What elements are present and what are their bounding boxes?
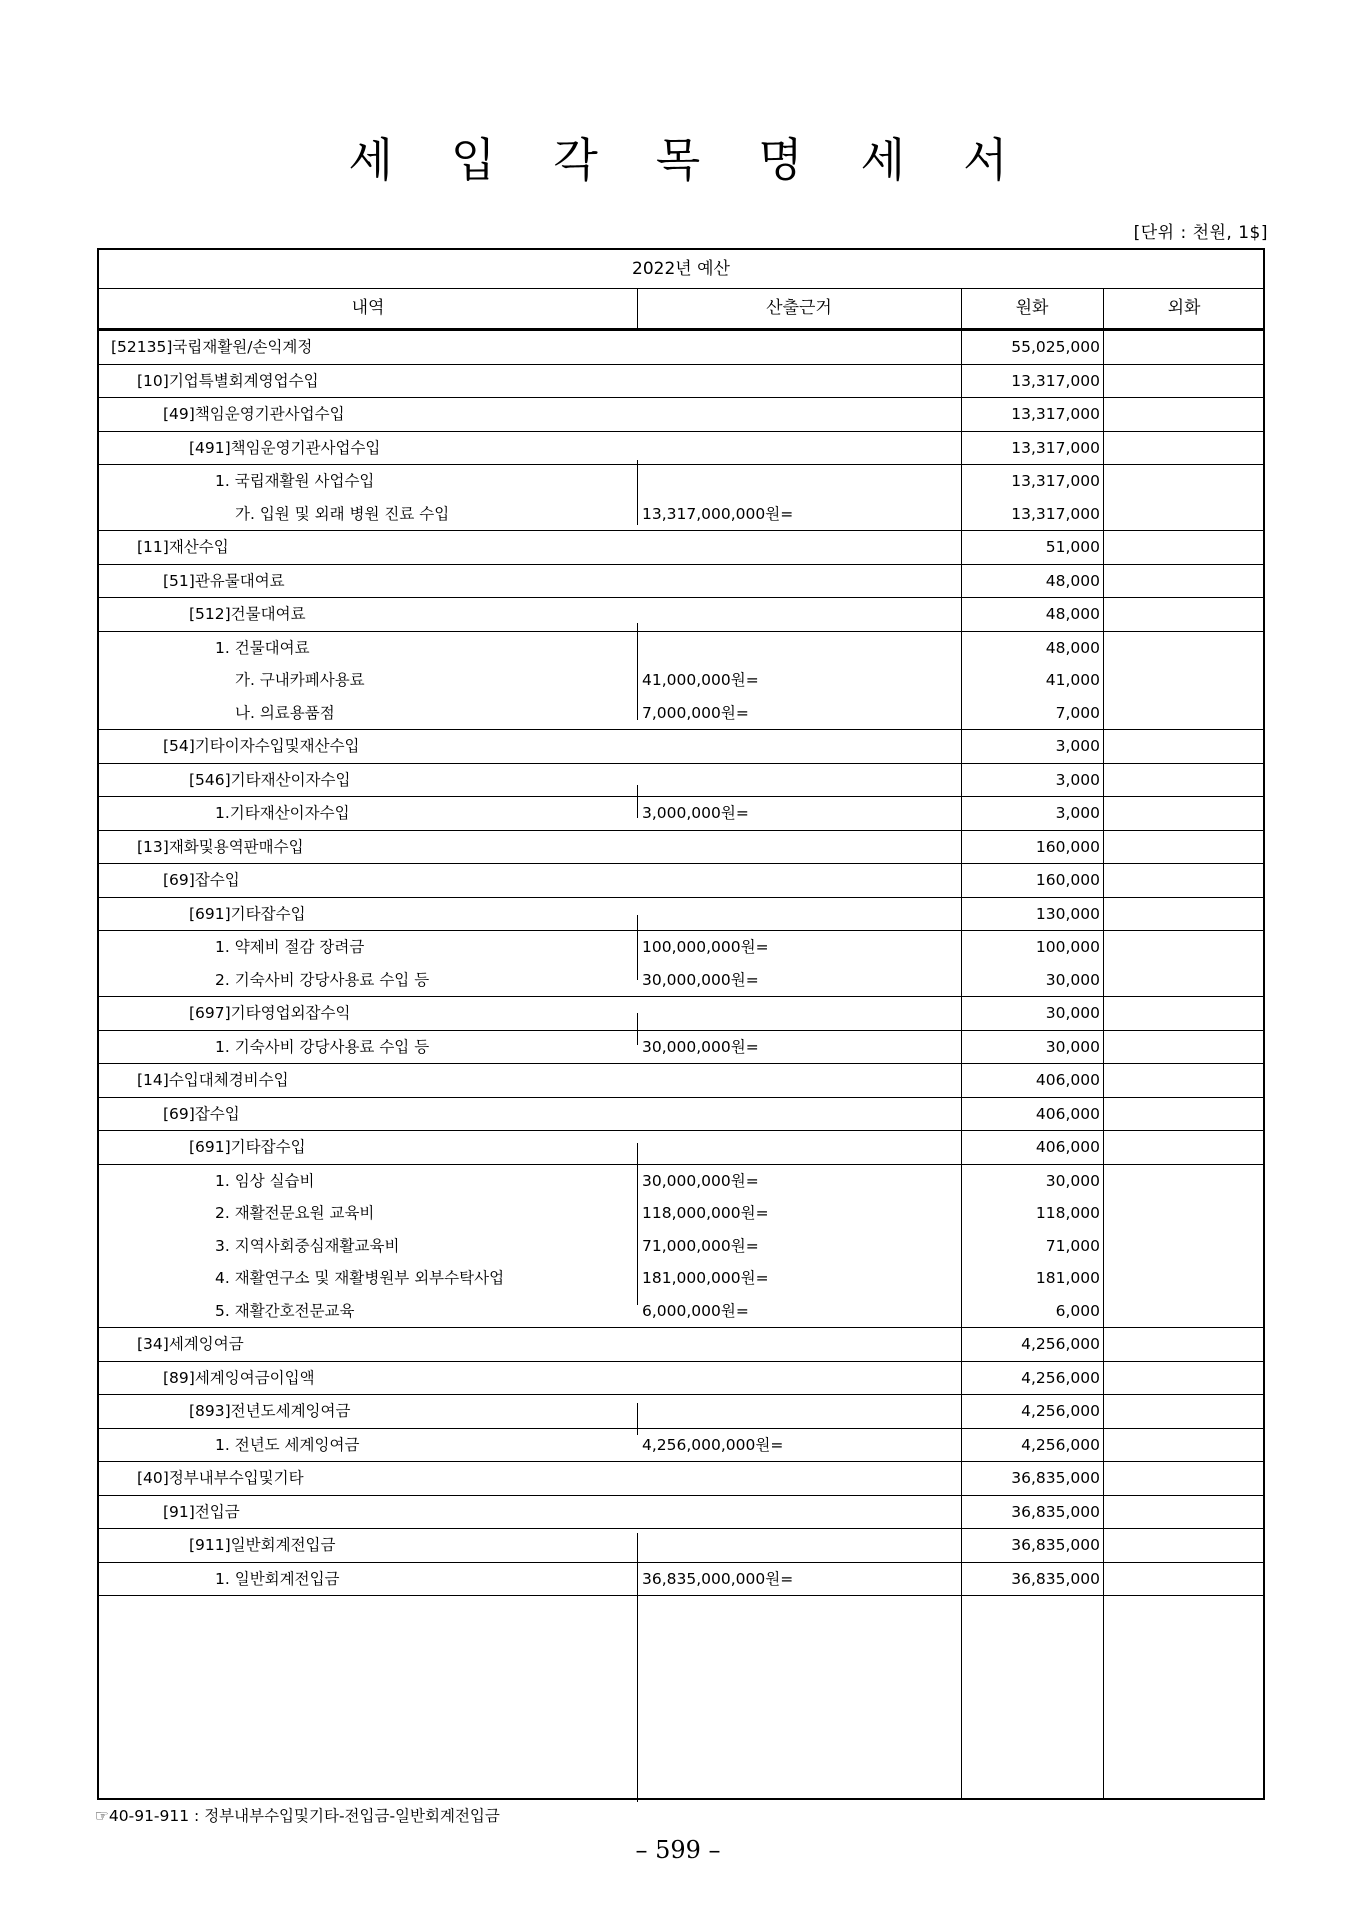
span-mask (636, 1131, 639, 1164)
row-detail: 1. 약제비 절감 장려금 (215, 938, 365, 956)
row-detail: [691]기타잡수입 (189, 1138, 306, 1156)
row-krw-amount: 4,256,000 (1021, 1368, 1100, 1387)
span-mask (636, 565, 639, 598)
row-basis: 41,000,000원= (642, 671, 759, 689)
table-row (99, 796, 1263, 830)
row-krw-amount: 181,000 (1035, 1269, 1100, 1287)
row-krw-amount: 36,835,000 (1011, 1502, 1100, 1521)
table-row (99, 697, 1263, 730)
row-basis: 13,317,000,000원= (642, 504, 794, 523)
footnote: ☞40-91-911 : 정부내부수입및기타-전입금-일반회계전입금 (95, 1807, 500, 1825)
table-row (99, 763, 1263, 797)
table-row (99, 729, 1263, 763)
table-row (99, 1562, 1263, 1596)
row-basis: 4,256,000,000원= (642, 1435, 784, 1454)
span-mask (636, 864, 639, 897)
span-mask (636, 1462, 639, 1495)
row-detail: 1. 건물대여료 (215, 638, 310, 657)
row-detail: [14]수입대체경비수입 (137, 1071, 289, 1089)
row-krw-amount: 6,000 (1055, 1301, 1100, 1320)
page-title: 세입각목명세서 (348, 133, 1066, 187)
row-basis: 3,000,000원= (642, 804, 749, 822)
table-body (99, 330, 1263, 1596)
row-detail: 1.기타재산이자수입 (215, 804, 350, 822)
row-krw-amount: 13,317,000 (1011, 371, 1100, 390)
row-krw-amount: 4,256,000 (1021, 1402, 1100, 1420)
table-row (99, 1197, 1263, 1230)
row-detail: 1. 국립재활원 사업수입 (215, 472, 375, 490)
row-krw-amount: 51,000 (1045, 538, 1100, 556)
column-header-detail: 내역 (351, 298, 385, 318)
row-krw-amount: 406,000 (1035, 1104, 1100, 1123)
table-row (99, 830, 1263, 864)
row-detail: [49]책임운영기관사업수입 (163, 405, 345, 423)
row-detail: 가. 구내카페사용료 (235, 671, 365, 689)
row-detail: [893]전년도세계잉여금 (189, 1402, 351, 1420)
row-detail: [54]기타이자수입및재산수입 (163, 737, 360, 755)
row-detail: 5. 재활간호전문교육 (215, 1301, 355, 1320)
row-detail: [34]세계잉여금 (137, 1335, 244, 1353)
row-detail: 2. 기숙사비 강당사용료 수입 등 (215, 970, 430, 989)
span-mask (636, 831, 639, 864)
row-detail: 2. 재활전문요원 교육비 (215, 1204, 375, 1222)
table-row (99, 930, 1263, 964)
span-mask (636, 432, 639, 465)
row-basis: 100,000,000원= (642, 938, 769, 956)
row-krw-amount: 4,256,000 (1021, 1435, 1100, 1454)
row-krw-amount: 118,000 (1035, 1204, 1100, 1222)
row-krw-amount: 36,835,000 (1011, 1536, 1100, 1554)
row-detail: [911]일반회계전입금 (189, 1536, 336, 1554)
table-row (99, 397, 1263, 431)
budget-table (97, 248, 1265, 1800)
row-krw-amount: 30,000 (1045, 1004, 1100, 1022)
row-detail: [51]관유물대여료 (163, 571, 285, 590)
column-header-krw: 원화 (1015, 298, 1049, 318)
span-mask (636, 1395, 639, 1428)
span-mask (636, 1064, 639, 1097)
row-detail: [69]잡수입 (163, 871, 240, 889)
row-basis: 181,000,000원= (642, 1269, 769, 1287)
table-row (99, 1230, 1263, 1263)
span-mask (636, 997, 639, 1030)
row-krw-amount: 30,000 (1045, 970, 1100, 989)
row-krw-amount: 30,000 (1045, 1171, 1100, 1190)
row-krw-amount: 71,000 (1045, 1236, 1100, 1255)
row-basis: 6,000,000원= (642, 1301, 749, 1320)
row-krw-amount: 160,000 (1035, 837, 1100, 856)
row-krw-amount: 406,000 (1035, 1138, 1100, 1156)
row-basis: 7,000,000원= (642, 703, 749, 722)
table-row (99, 1097, 1263, 1131)
table-row (99, 1528, 1263, 1562)
row-detail: [697]기타영업외잡수익 (189, 1004, 351, 1022)
unit-label: [단위 : 천원, 1$] (1133, 223, 1268, 243)
row-detail: [546]기타재산이자수입 (189, 770, 351, 789)
row-detail: [512]건물대여료 (189, 605, 306, 623)
table-row (99, 1361, 1263, 1395)
row-detail: [69]잡수입 (163, 1104, 240, 1123)
row-krw-amount: 13,317,000 (1011, 405, 1100, 423)
span-mask (636, 598, 639, 631)
row-krw-amount: 13,317,000 (1011, 504, 1100, 523)
span-mask (636, 398, 639, 431)
span-mask (636, 531, 639, 564)
table-row (99, 1428, 1263, 1462)
row-detail: 가. 입원 및 외래 병원 진료 수입 (235, 504, 450, 523)
row-basis: 118,000,000원= (642, 1204, 769, 1222)
row-detail: 1. 일반회계전입금 (215, 1569, 340, 1588)
column-header-row (99, 288, 1263, 330)
row-basis: 30,000,000원= (642, 970, 759, 989)
row-krw-amount: 36,835,000 (1011, 1569, 1100, 1588)
span-mask (636, 1496, 639, 1529)
span-mask (636, 1362, 639, 1395)
row-basis: 30,000,000원= (642, 1037, 759, 1056)
table-row (99, 431, 1263, 465)
row-detail: [691]기타잡수입 (189, 904, 306, 923)
table-row (99, 1394, 1263, 1428)
column-header-basis: 산출근거 (766, 298, 832, 318)
row-krw-amount: 13,317,000 (1011, 472, 1100, 490)
span-mask (636, 898, 639, 931)
row-detail: [40]정부내부수입및기타 (137, 1469, 304, 1487)
row-detail: 1. 전년도 세계잉여금 (215, 1435, 360, 1454)
table-row (99, 1164, 1263, 1198)
table-row (99, 897, 1263, 931)
row-basis: 36,835,000,000원= (642, 1569, 794, 1588)
row-detail: [89]세계잉여금이입액 (163, 1368, 315, 1387)
table-row (99, 863, 1263, 897)
page-number: – 599 – (635, 1836, 721, 1864)
table-row (99, 597, 1263, 631)
table-row (99, 464, 1263, 498)
row-krw-amount: 7,000 (1055, 703, 1100, 722)
table-row (99, 631, 1263, 665)
row-detail: [52135]국립재활원/손익계정 (111, 338, 313, 356)
row-basis: 30,000,000원= (642, 1171, 759, 1190)
span-mask (636, 1098, 639, 1131)
row-detail: 1. 기숙사비 강당사용료 수입 등 (215, 1037, 430, 1056)
row-krw-amount: 13,317,000 (1011, 438, 1100, 457)
row-krw-amount: 406,000 (1035, 1071, 1100, 1089)
row-krw-amount: 160,000 (1035, 871, 1100, 889)
span-mask (636, 331, 639, 364)
table-row (99, 498, 1263, 531)
table-row (99, 564, 1263, 598)
span-mask (636, 764, 639, 797)
row-detail: [13]재화및용역판매수입 (137, 837, 304, 856)
year-header: 2022년 예산 (99, 250, 1263, 289)
table-row (99, 964, 1263, 997)
table-row (99, 1327, 1263, 1361)
table-row (99, 996, 1263, 1030)
span-mask (636, 1529, 639, 1562)
row-krw-amount: 3,000 (1055, 737, 1100, 755)
row-krw-amount: 48,000 (1045, 605, 1100, 623)
table-row (99, 1130, 1263, 1164)
table-row (99, 1461, 1263, 1495)
row-detail: 나. 의료용품점 (235, 703, 335, 722)
span-mask (636, 1328, 639, 1361)
row-krw-amount: 55,025,000 (1011, 338, 1100, 356)
table-row (99, 364, 1263, 398)
table-row (99, 1295, 1263, 1328)
row-krw-amount: 48,000 (1045, 638, 1100, 657)
span-mask (636, 365, 639, 398)
table-row (99, 530, 1263, 564)
row-krw-amount: 36,835,000 (1011, 1469, 1100, 1487)
row-krw-amount: 130,000 (1035, 904, 1100, 923)
span-mask (636, 730, 639, 763)
row-krw-amount: 100,000 (1035, 938, 1100, 956)
row-detail: 1. 임상 실습비 (215, 1171, 315, 1190)
row-detail: [491]책임운영기관사업수입 (189, 438, 381, 457)
row-detail: [11]재산수입 (137, 538, 229, 556)
row-detail: [91]전입금 (163, 1502, 240, 1521)
row-basis: 71,000,000원= (642, 1236, 759, 1255)
row-krw-amount: 41,000 (1045, 671, 1100, 689)
table-row (99, 1030, 1263, 1064)
row-krw-amount: 30,000 (1045, 1037, 1100, 1056)
row-krw-amount: 3,000 (1055, 770, 1100, 789)
row-krw-amount: 3,000 (1055, 804, 1100, 822)
row-detail: 4. 재활연구소 및 재활병원부 외부수탁사업 (215, 1269, 505, 1287)
row-detail: 3. 지역사회중심재활교육비 (215, 1236, 400, 1255)
table-row (99, 664, 1263, 697)
table-row (99, 1063, 1263, 1097)
table-row (99, 1495, 1263, 1529)
table-row (99, 1262, 1263, 1295)
row-krw-amount: 48,000 (1045, 571, 1100, 590)
table-row (99, 330, 1263, 364)
column-header-foreign: 외화 (1167, 298, 1201, 318)
row-krw-amount: 4,256,000 (1021, 1335, 1100, 1353)
row-detail: [10]기업특별회계영업수입 (137, 371, 319, 390)
table-end-rule (99, 1595, 1263, 1596)
